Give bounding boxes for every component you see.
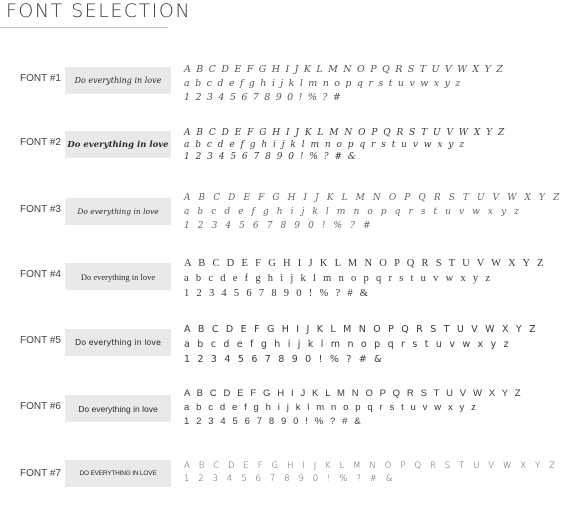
glyph-set xyxy=(184,460,559,486)
font-sample-box: Do everything in love xyxy=(65,67,171,94)
numeral-glyphs: 1 2 3 4 5 6 7 8 9 0 ! % ? # & xyxy=(184,354,384,365)
font-label: FONT #7 xyxy=(20,468,61,479)
font-sample-box: Do everything in love xyxy=(65,131,171,158)
glyph-set xyxy=(184,256,546,301)
glyph-set xyxy=(184,63,505,105)
font-sample-box: Do everything in love xyxy=(65,263,171,290)
lowercase-glyphs: a b c d e f g h i j k l m n o p q r s t u v w x y z xyxy=(184,78,462,89)
page-title: FONT SELECTION xyxy=(6,0,192,22)
title-divider xyxy=(0,27,168,28)
uppercase-glyphs: A B C D E F G H I J K L M N O P Q R S T U V W X Y Z xyxy=(184,258,546,269)
lowercase-glyphs: a b c d e f g h i j k l m n o p q r s t u v w x y z xyxy=(184,339,511,350)
numeral-glyphs: 1 2 3 4 5 6 7 8 9 0 ! % ? # & xyxy=(184,474,396,484)
numeral-glyphs: 1 2 3 4 5 6 7 8 9 0 ! % ? # & xyxy=(184,416,363,427)
lowercase-glyphs: a b c d e f g h i j k l m n o p q r s t u v w x y z xyxy=(184,140,466,150)
glyph-set xyxy=(184,191,562,233)
font-label: FONT #5 xyxy=(20,335,61,346)
uppercase-glyphs: A B C D E F G H I J K L M N O P Q R S T U V W X Y Z xyxy=(184,324,538,335)
numeral-glyphs: 1 2 3 4 5 6 7 8 9 0 ! % ? # xyxy=(184,92,342,103)
font-row-2[interactable] xyxy=(0,117,506,177)
font-label: FONT #4 xyxy=(20,269,61,280)
font-sample-box: DO EVERYTHING IN LOVE xyxy=(65,460,171,487)
glyph-set xyxy=(184,127,506,163)
font-row-3[interactable] xyxy=(0,184,562,244)
font-row-1[interactable] xyxy=(0,53,505,113)
glyph-set xyxy=(184,322,538,367)
uppercase-glyphs: A B C D E F G H I J K L M N O P Q R S T U V W X Y Z xyxy=(184,128,506,138)
uppercase-glyphs: A B C D E F G H I J K L M N O P Q R S T U V W X Y Z xyxy=(184,64,505,75)
font-label: FONT #1 xyxy=(20,73,61,84)
font-row-5[interactable] xyxy=(0,315,538,375)
font-label: FONT #3 xyxy=(20,204,61,215)
font-row-7[interactable] xyxy=(0,446,559,506)
numeral-glyphs: 1 2 3 4 5 6 7 8 9 0 ! % ? # & xyxy=(184,288,371,299)
font-label: FONT #2 xyxy=(20,137,61,148)
font-row-4[interactable] xyxy=(0,249,546,309)
lowercase-glyphs: a b c d e f g h i j k l m n o p q r s t u v w x y z xyxy=(184,207,522,217)
font-sample-box: Do everything in love xyxy=(65,395,171,422)
lowercase-glyphs: a b c d e f g h i j k l m n o p q r s t u v w x y z xyxy=(184,402,479,413)
font-sample-box: Do everything in love xyxy=(65,198,171,225)
font-label: FONT #6 xyxy=(20,401,61,412)
numeral-glyphs: 1 2 3 4 5 6 7 8 9 0 ! % ? # & xyxy=(184,152,358,162)
font-sample-box: Do everything in love xyxy=(65,329,171,356)
glyph-set xyxy=(184,387,523,429)
uppercase-glyphs: A B C D E F G H I J K L M N O P Q R S T U V W X Y Z xyxy=(184,193,562,203)
numeral-glyphs: 1 2 3 4 5 6 7 8 9 0 ! % ? # xyxy=(184,221,374,231)
lowercase-glyphs: a b c d e f g h i j k l m n o p q r s t u v w x y z xyxy=(184,273,493,284)
font-row-6[interactable] xyxy=(0,381,523,441)
uppercase-glyphs: A B C D E F G H I J K L M N O P Q R S T U V W X Y Z xyxy=(184,461,559,471)
uppercase-glyphs: A B C D E F G H I J K L M N O P Q R S T U V W X Y Z xyxy=(184,388,523,399)
